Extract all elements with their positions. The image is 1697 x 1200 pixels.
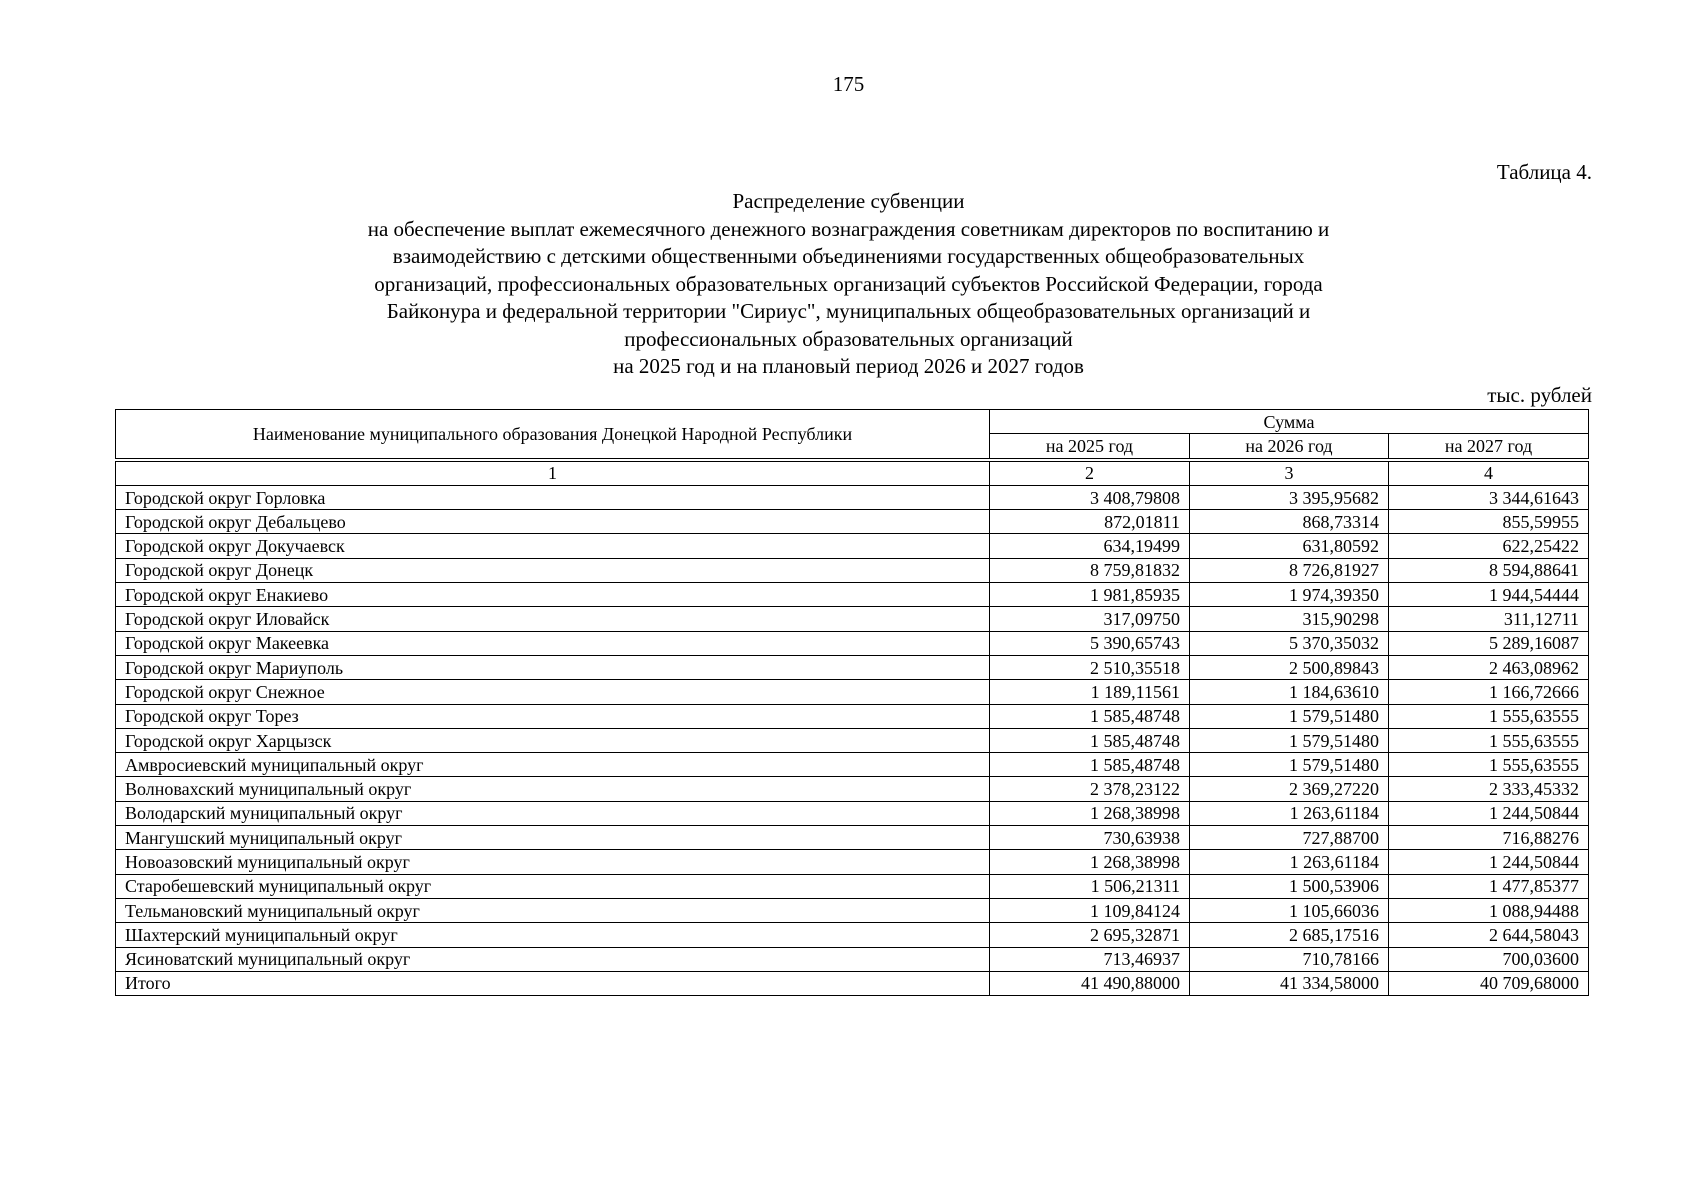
municipality-name: Городской округ Енакиево <box>116 583 990 607</box>
amount-2027: 2 463,08962 <box>1389 655 1589 679</box>
municipality-name: Володарский муниципальный округ <box>116 801 990 825</box>
column-number-row <box>116 461 1589 485</box>
column-number: 4 <box>1389 461 1589 485</box>
table-row <box>116 777 1589 801</box>
amount-2025: 730,63938 <box>990 826 1190 850</box>
amount-2027: 1 244,50844 <box>1389 850 1589 874</box>
table-row <box>116 510 1589 534</box>
amount-2026: 1 579,51480 <box>1190 728 1389 752</box>
municipality-name: Городской округ Мариуполь <box>116 655 990 679</box>
title-line: на обеспечение выплат ежемесячного денежного вознаграждения советникам директоров по воспитанию и <box>367 216 1330 241</box>
amount-2027: 2 333,45332 <box>1389 777 1589 801</box>
amount-2025: 872,01811 <box>990 510 1190 534</box>
amount-2027: 1 555,63555 <box>1389 753 1589 777</box>
amount-2025: 3 408,79808 <box>990 485 1190 509</box>
amount-2027: 855,59955 <box>1389 510 1589 534</box>
table-row <box>116 826 1589 850</box>
column-number: 1 <box>116 461 990 485</box>
amount-2026: 727,88700 <box>1190 826 1389 850</box>
amount-2025: 634,19499 <box>990 534 1190 558</box>
title-line: Распределение субвенции <box>732 189 965 213</box>
amount-2027: 622,25422 <box>1389 534 1589 558</box>
municipality-name: Городской округ Торез <box>116 704 990 728</box>
table-row <box>116 728 1589 752</box>
amount-2025: 1 268,38998 <box>990 801 1190 825</box>
amount-2026: 868,73314 <box>1190 510 1389 534</box>
amount-2026: 315,90298 <box>1190 607 1389 631</box>
amount-2025: 317,09750 <box>990 607 1190 631</box>
title-line: Байконура и федеральной территории "Сириус", муниципальных общеобразовательных организаций и <box>386 299 1311 323</box>
amount-2025: 1 268,38998 <box>990 850 1190 874</box>
total-label: Итого <box>116 971 990 995</box>
amount-2027: 700,03600 <box>1389 947 1589 971</box>
amount-2026: 1 500,53906 <box>1190 874 1389 898</box>
table-row <box>116 947 1589 971</box>
amount-2027: 1 166,72666 <box>1389 680 1589 704</box>
table-row <box>116 923 1589 947</box>
amount-2026: 1 184,63610 <box>1190 680 1389 704</box>
municipality-name: Мангушский муниципальный округ <box>116 826 990 850</box>
amount-2026: 1 579,51480 <box>1190 753 1389 777</box>
table-row <box>116 680 1589 704</box>
subvention-table <box>115 409 1589 996</box>
header-sum: Сумма <box>990 410 1589 434</box>
amount-2025: 713,46937 <box>990 947 1190 971</box>
municipality-name: Городской округ Горловка <box>116 485 990 509</box>
header-year-2025: на 2025 год <box>990 434 1190 458</box>
amount-2026: 631,80592 <box>1190 534 1389 558</box>
amount-2027: 2 644,58043 <box>1389 923 1589 947</box>
amount-2026: 1 974,39350 <box>1190 583 1389 607</box>
header-year-2026: на 2026 год <box>1190 434 1389 458</box>
amount-2027: 1 944,54444 <box>1389 583 1589 607</box>
amount-2027: 1 477,85377 <box>1389 874 1589 898</box>
amount-2027: 716,88276 <box>1389 826 1589 850</box>
amount-2026: 1 105,66036 <box>1190 898 1389 922</box>
amount-2025: 8 759,81832 <box>990 558 1190 582</box>
municipality-name: Ясиноватский муниципальный округ <box>116 947 990 971</box>
table-row <box>116 753 1589 777</box>
municipality-name: Старобешевский муниципальный округ <box>116 874 990 898</box>
amount-2026: 3 395,95682 <box>1190 485 1389 509</box>
amount-2025: 1 109,84124 <box>990 898 1190 922</box>
document-title <box>200 188 1497 381</box>
amount-2027: 311,12711 <box>1389 607 1589 631</box>
title-line: взаимодействию с детскими общественными объединениями государственных общеобразовательных <box>392 244 1305 268</box>
amount-2025: 1 981,85935 <box>990 583 1190 607</box>
amount-2026: 1 263,61184 <box>1190 850 1389 874</box>
amount-2025: 41 490,88000 <box>990 971 1190 995</box>
municipality-name: Городской округ Макеевка <box>116 631 990 655</box>
header-row <box>116 410 1589 434</box>
amount-2026: 710,78166 <box>1190 947 1389 971</box>
column-number: 2 <box>990 461 1190 485</box>
title-line: на 2025 год и на плановый период 2026 и 2027 годов <box>613 354 1084 378</box>
table-row <box>116 558 1589 582</box>
municipality-name: Шахтерский муниципальный округ <box>116 923 990 947</box>
amount-2027: 1 244,50844 <box>1389 801 1589 825</box>
units-label: тыс. рублей <box>1487 383 1592 407</box>
table-row <box>116 534 1589 558</box>
table-row <box>116 874 1589 898</box>
amount-2025: 1 189,11561 <box>990 680 1190 704</box>
amount-2027: 40 709,68000 <box>1389 971 1589 995</box>
table-row <box>116 485 1589 509</box>
amount-2025: 1 585,48748 <box>990 728 1190 752</box>
table-body <box>116 485 1589 995</box>
header-year-2027: на 2027 год <box>1389 434 1589 458</box>
title-line: профессиональных образовательных организаций <box>624 326 1073 351</box>
table-row <box>116 655 1589 679</box>
amount-2025: 2 695,32871 <box>990 923 1190 947</box>
page-number: 175 <box>832 72 865 96</box>
amount-2025: 2 510,35518 <box>990 655 1190 679</box>
table-row <box>116 801 1589 825</box>
header-name: Наименование муниципального образования Донецкой Народной Республики <box>116 410 990 459</box>
table-row <box>116 607 1589 631</box>
amount-2026: 2 685,17516 <box>1190 923 1389 947</box>
amount-2026: 5 370,35032 <box>1190 631 1389 655</box>
title-line: организаций, профессиональных образовательных организаций субъектов Российской Федерации, города <box>374 271 1323 296</box>
column-number: 3 <box>1190 461 1389 485</box>
total-row <box>116 971 1589 995</box>
amount-2025: 2 378,23122 <box>990 777 1190 801</box>
municipality-name: Городской округ Харцызск <box>116 728 990 752</box>
amount-2027: 1 555,63555 <box>1389 704 1589 728</box>
table-label: Таблица 4. <box>1496 160 1592 184</box>
municipality-name: Городской округ Докучаевск <box>116 534 990 558</box>
amount-2026: 41 334,58000 <box>1190 971 1389 995</box>
amount-2026: 2 369,27220 <box>1190 777 1389 801</box>
table-row <box>116 583 1589 607</box>
amount-2026: 8 726,81927 <box>1190 558 1389 582</box>
table-row <box>116 898 1589 922</box>
municipality-name: Амвросиевский муниципальный округ <box>116 753 990 777</box>
amount-2025: 1 506,21311 <box>990 874 1190 898</box>
table-row <box>116 850 1589 874</box>
amount-2027: 8 594,88641 <box>1389 558 1589 582</box>
municipality-name: Городской округ Дебальцево <box>116 510 990 534</box>
amount-2026: 1 263,61184 <box>1190 801 1389 825</box>
amount-2027: 5 289,16087 <box>1389 631 1589 655</box>
municipality-name: Волновахский муниципальный округ <box>116 777 990 801</box>
amount-2027: 1 088,94488 <box>1389 898 1589 922</box>
municipality-name: Городской округ Снежное <box>116 680 990 704</box>
amount-2025: 1 585,48748 <box>990 704 1190 728</box>
amount-2025: 5 390,65743 <box>990 631 1190 655</box>
municipality-name: Новоазовский муниципальный округ <box>116 850 990 874</box>
amount-2027: 3 344,61643 <box>1389 485 1589 509</box>
table-row <box>116 631 1589 655</box>
amount-2027: 1 555,63555 <box>1389 728 1589 752</box>
municipality-name: Городской округ Донецк <box>116 558 990 582</box>
amount-2026: 1 579,51480 <box>1190 704 1389 728</box>
amount-2025: 1 585,48748 <box>990 753 1190 777</box>
municipality-name: Тельмановский муниципальный округ <box>116 898 990 922</box>
municipality-name: Городской округ Иловайск <box>116 607 990 631</box>
table-row <box>116 704 1589 728</box>
amount-2026: 2 500,89843 <box>1190 655 1389 679</box>
